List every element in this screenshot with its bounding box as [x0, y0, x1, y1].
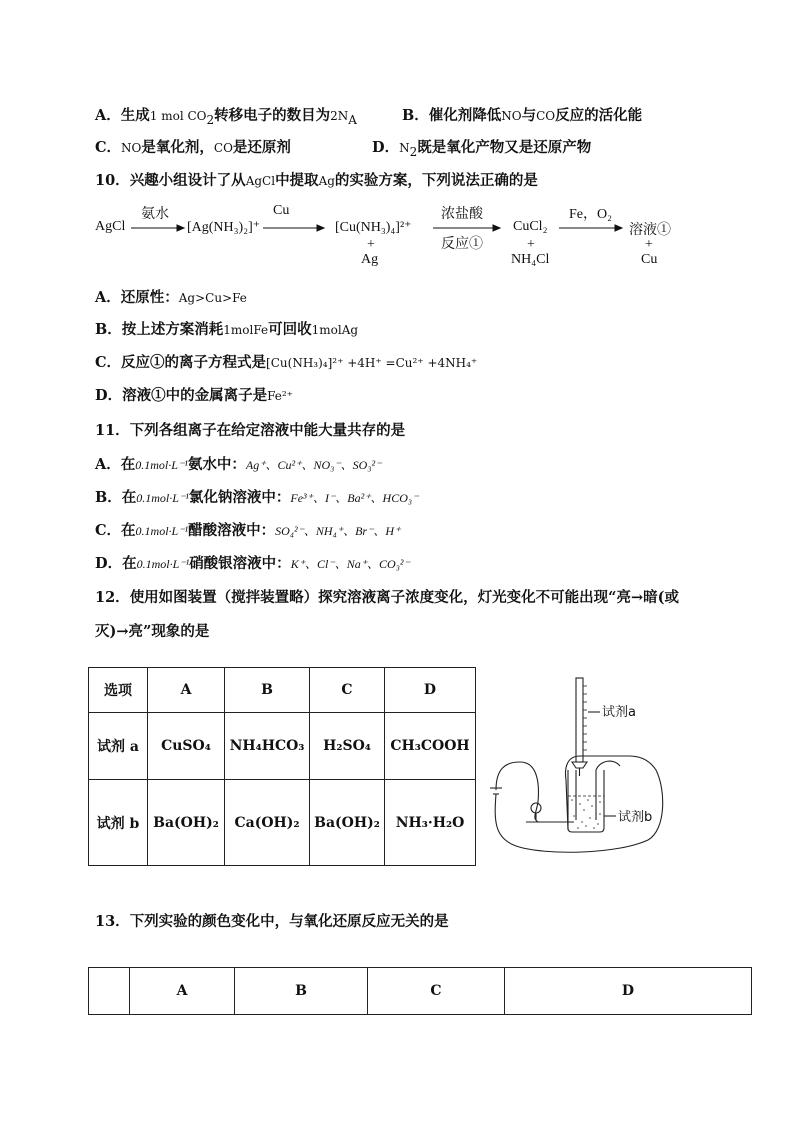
scheme-ammonia: 氨水 — [141, 207, 169, 222]
q11-stem: 11．下列各组离子在给定溶液中能大量共存的是 — [95, 422, 406, 439]
scheme-ag-product: Ag — [361, 252, 379, 267]
q9-option-d: D．$N_2$既是氧化产物又是还原产物 — [372, 139, 592, 159]
arrow-3-head — [493, 225, 500, 231]
scheme-plus-2: + — [527, 237, 535, 252]
conductivity-apparatus — [488, 670, 688, 870]
row-b-cell-a: Ba(OH)₂ — [148, 780, 225, 866]
q11-option-d: D．在0.1mol·L⁻¹硝酸银溶液中：K⁺、Cl⁻、Na⁺、CO₃²⁻ — [95, 555, 410, 572]
header-cell-a: A — [148, 668, 225, 713]
row-a-cell-a: CuSO₄ — [148, 713, 225, 780]
reagent-a-label: 试剂a — [602, 705, 636, 720]
scheme-solution-1: 溶液① — [629, 223, 671, 238]
header-cell-option: 选项 — [89, 668, 148, 713]
q10-option-d: D．溶液①中的金属离子是Fe²⁺ — [95, 387, 293, 404]
row-a-cell-b: NH₄HCO₃ — [225, 713, 310, 780]
q13-stem: 13．下列实验的颜色变化中，与氧化还原反应无关的是 — [95, 913, 449, 930]
q13-header-c: C — [368, 968, 505, 1015]
q10-option-c: C．反应①的离子方程式是[Cu(NH₃)₄]²⁺ +4H⁺ =Cu²⁺ +4NH₄⁺ — [95, 354, 478, 371]
electrode-wire — [596, 761, 620, 770]
arrow-1-head — [177, 225, 184, 231]
q10-option-b: B．按上述方案消耗1molFe可回收1molAg — [95, 321, 359, 338]
header-cell-c: C — [310, 668, 385, 713]
q13-header-blank — [89, 968, 130, 1015]
q11-option-c: C．在0.1mol·L⁻¹醋酸溶液中：SO₄²⁻、NH₄⁺、Br⁻、H⁺ — [95, 522, 401, 539]
wire-left — [496, 762, 538, 822]
table-row-reagent-a — [89, 713, 476, 780]
header-cell-d: D — [385, 668, 476, 713]
wire-outer — [495, 756, 663, 852]
q10-option-a: A．还原性：Ag>Cu>Fe — [95, 289, 247, 306]
q9-option-c: C．NO是氧化剂，CO是还原剂 — [95, 139, 291, 156]
q12-stem-line2: 灭)→亮”现象的是 — [95, 623, 210, 640]
scheme-fe-o2: Fe，O₂ — [569, 207, 612, 222]
q13-header-a: A — [130, 968, 235, 1015]
scheme-cu-product: Cu — [641, 252, 658, 267]
burette-ticks — [583, 686, 587, 750]
burette-stopcock — [572, 762, 587, 768]
row-a-label: 试剂 a — [89, 713, 148, 780]
row-a-cell-c: H₂SO₄ — [310, 713, 385, 780]
q13-table — [88, 967, 752, 1015]
row-b-cell-c: Ba(OH)₂ — [310, 780, 385, 866]
table-header-row — [89, 668, 476, 713]
row-b-cell-b: Ca(OH)₂ — [225, 780, 310, 866]
q9-option-a: A．生成1 mol $CO_2$转移电子的数目为$2N_A$ — [95, 107, 357, 127]
scheme-agcl: AgCl — [95, 219, 126, 234]
scheme-cucl2: CuCl₂ — [513, 219, 548, 234]
arrow-2-head — [317, 225, 324, 231]
scheme-hcl: 浓盐酸 — [441, 207, 483, 222]
scheme-cu-complex: [Cu(NH₃)₄]²⁺ — [335, 220, 412, 235]
q12-reagent-table — [88, 667, 476, 866]
table-row-reagent-b — [89, 780, 476, 866]
scheme-nh4cl: NH₄Cl — [511, 252, 550, 267]
q13-header-row — [89, 968, 752, 1015]
q13-header-b: B — [235, 968, 368, 1015]
q13-header-d: D — [505, 968, 752, 1015]
scheme-ag-complex: [Ag(NH₃)₂]⁺ — [187, 220, 261, 235]
q10-stem: 10．兴趣小组设计了从AgCl中提取Ag的实验方案，下列说法正确的是 — [95, 172, 538, 189]
q12-stem-line1: 12．使用如图装置（搅拌装置略）探究溶液离子浓度变化，灯光变化不可能出现“亮→暗(或 — [95, 589, 680, 606]
q11-option-a: A．在0.1mol·L⁻¹氨水中：Ag⁺、Cu²⁺、NO₃⁻、SO₃²⁻ — [95, 456, 382, 473]
q11-option-b: B．在0.1mol·L⁻¹氯化钠溶液中：Fe³⁺、I⁻、Ba²⁺、HCO₃⁻ — [95, 489, 419, 506]
scheme-plus-1: + — [367, 237, 375, 252]
q10-reaction-scheme — [95, 205, 695, 275]
scheme-reaction-1: 反应① — [441, 237, 483, 252]
beaker — [568, 770, 604, 832]
arrow-4-head — [615, 225, 622, 231]
q9-option-b: B．催化剂降低NO与CO反应的活化能 — [402, 107, 643, 124]
row-b-label: 试剂 b — [89, 780, 148, 866]
scheme-plus-3: + — [645, 237, 653, 252]
reagent-b-label: 试剂b — [618, 810, 653, 825]
row-a-cell-d: CH₃COOH — [385, 713, 476, 780]
burette-tube — [576, 678, 583, 762]
scheme-cu-reagent: Cu — [273, 203, 290, 218]
header-cell-b: B — [225, 668, 310, 713]
row-b-cell-d: NH₃·H₂O — [385, 780, 476, 866]
